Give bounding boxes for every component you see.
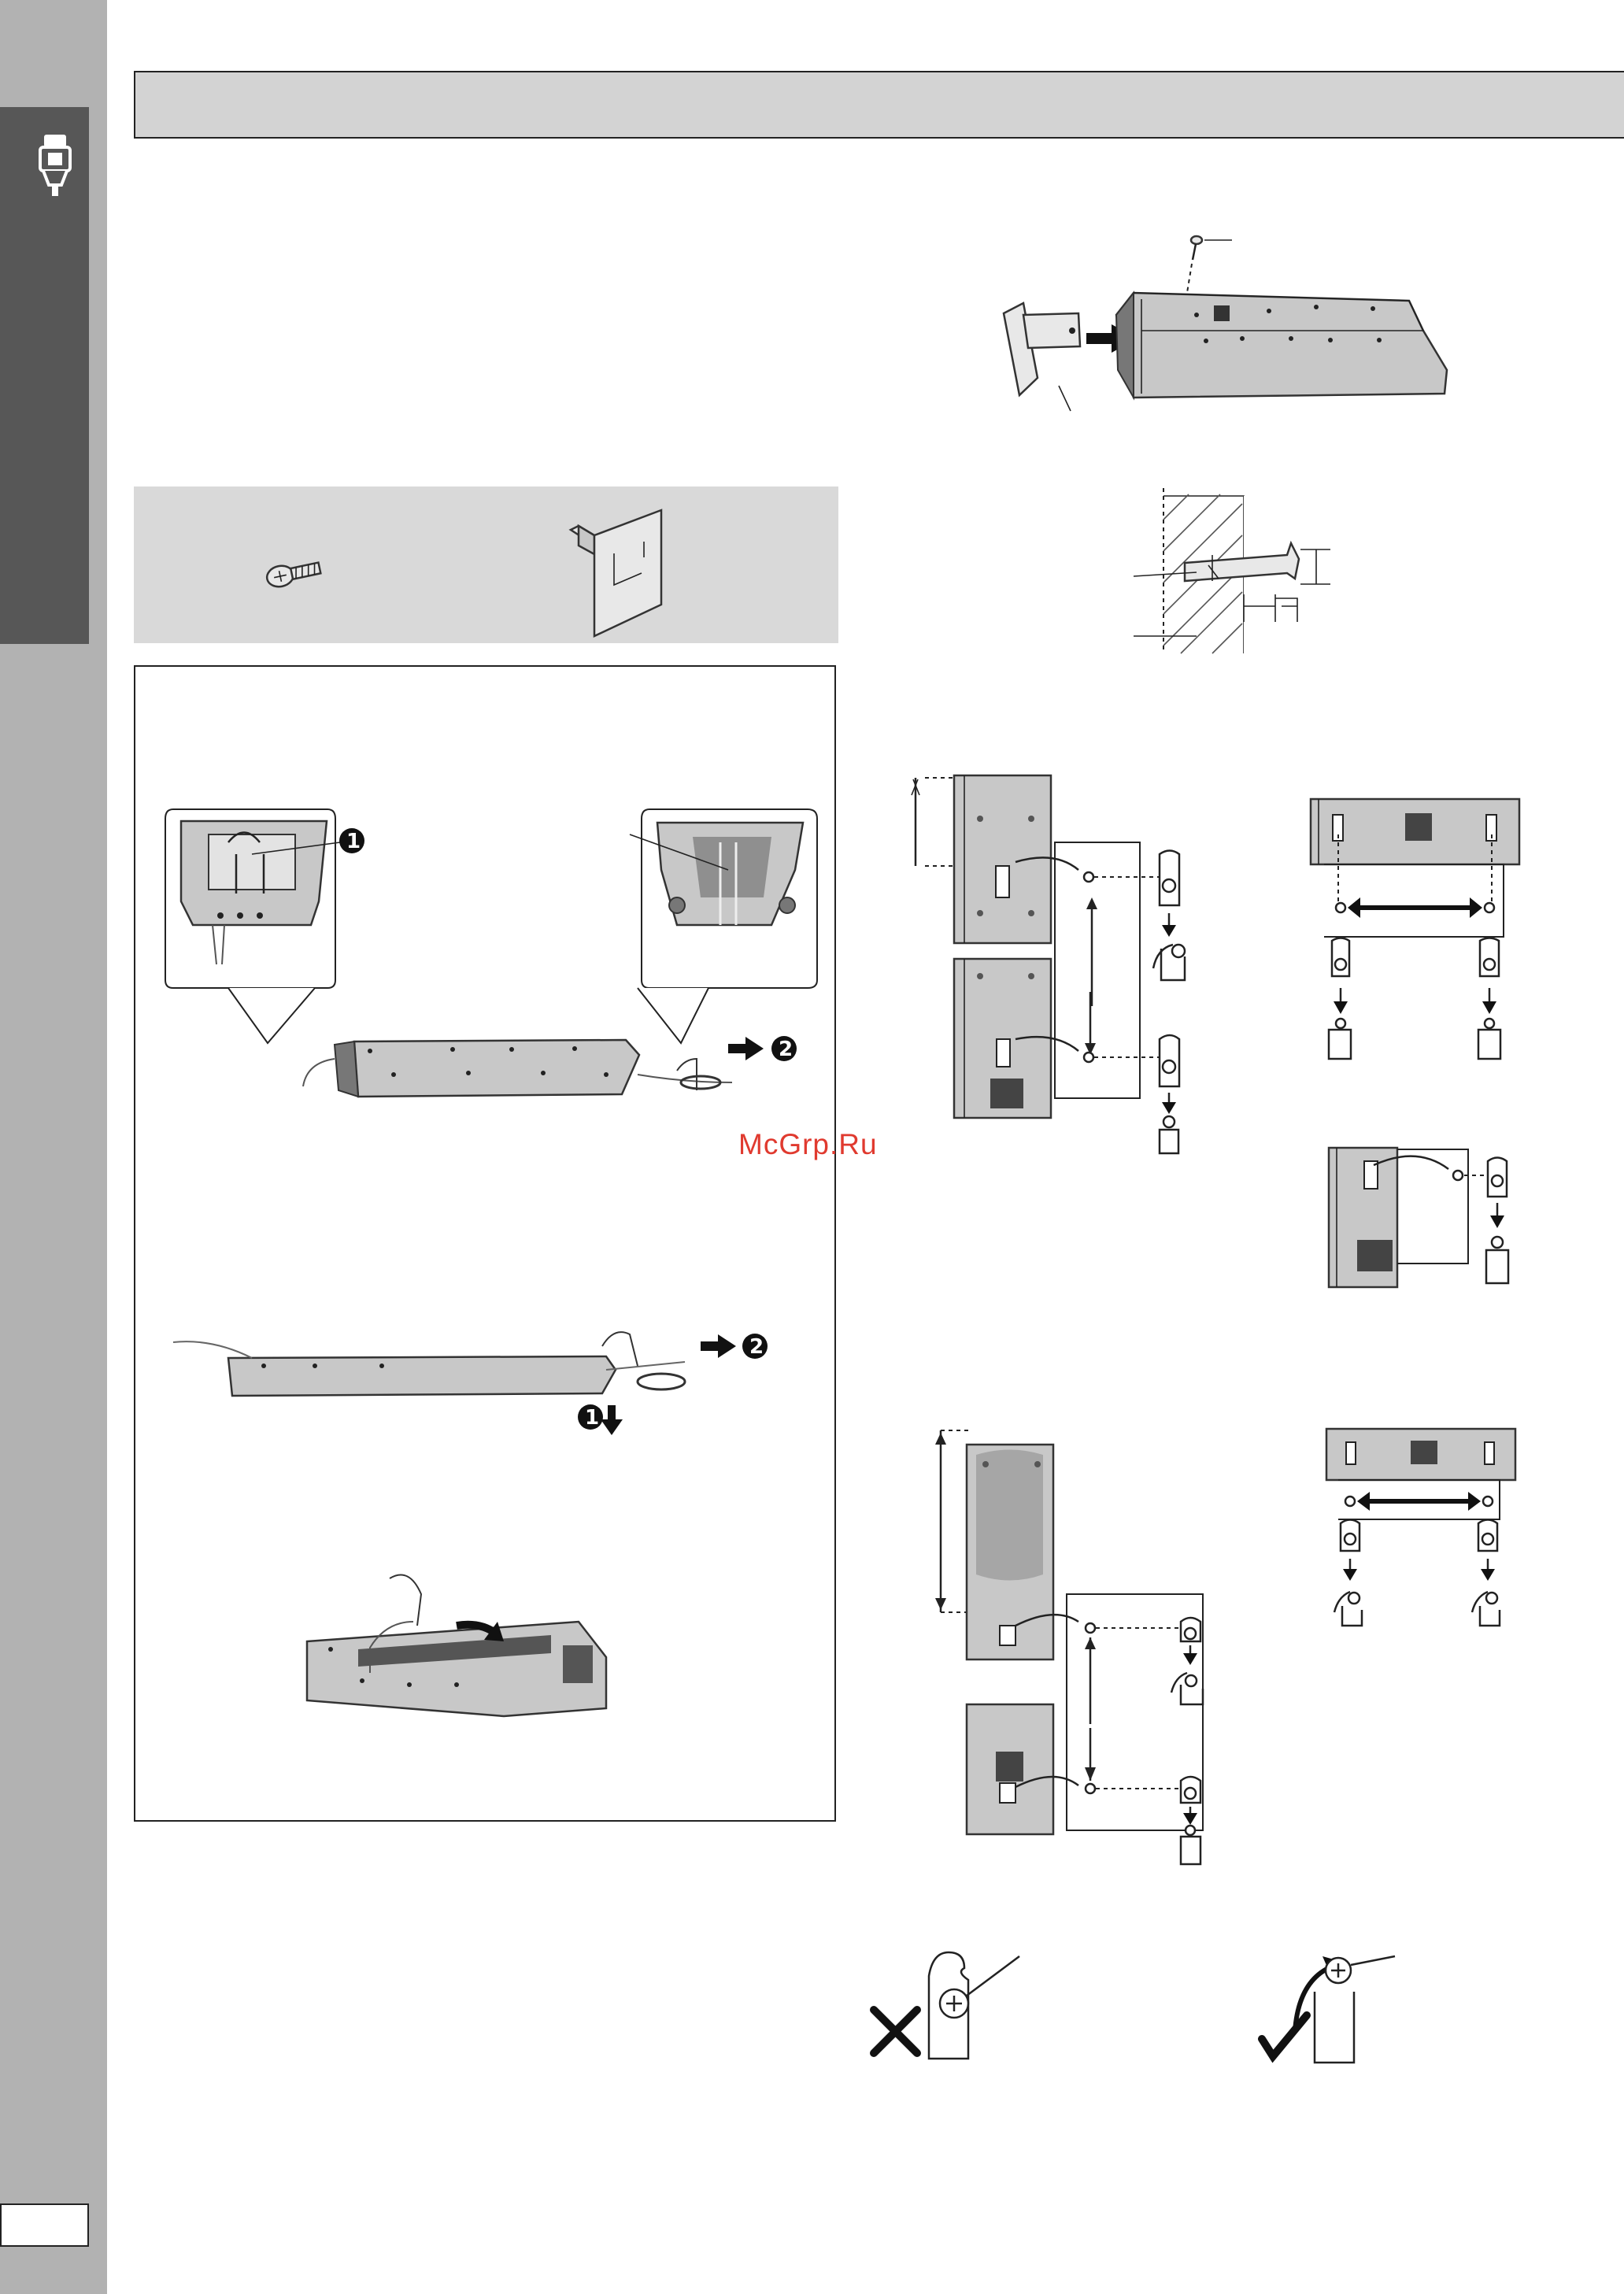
svg-text:2: 2: [779, 1038, 794, 1061]
svg-text:1: 1: [346, 830, 361, 853]
screw-icon: [1185, 236, 1232, 307]
cable-routing-instruction-box: [134, 665, 836, 1822]
cable-routing-figure-3: [134, 665, 836, 1822]
supplied-parts-panel: [134, 487, 838, 643]
bracket-icon: [134, 487, 838, 643]
watermark-text: McGrp.Ru: [738, 1128, 878, 1160]
section-title-band: [134, 71, 1624, 139]
av-plug-icon: [0, 107, 89, 202]
sidebar-section-tab: [0, 107, 89, 644]
svg-text:2: 2: [749, 1335, 764, 1359]
svg-text:1: 1: [585, 1406, 600, 1430]
page-number-box: [0, 2203, 89, 2247]
